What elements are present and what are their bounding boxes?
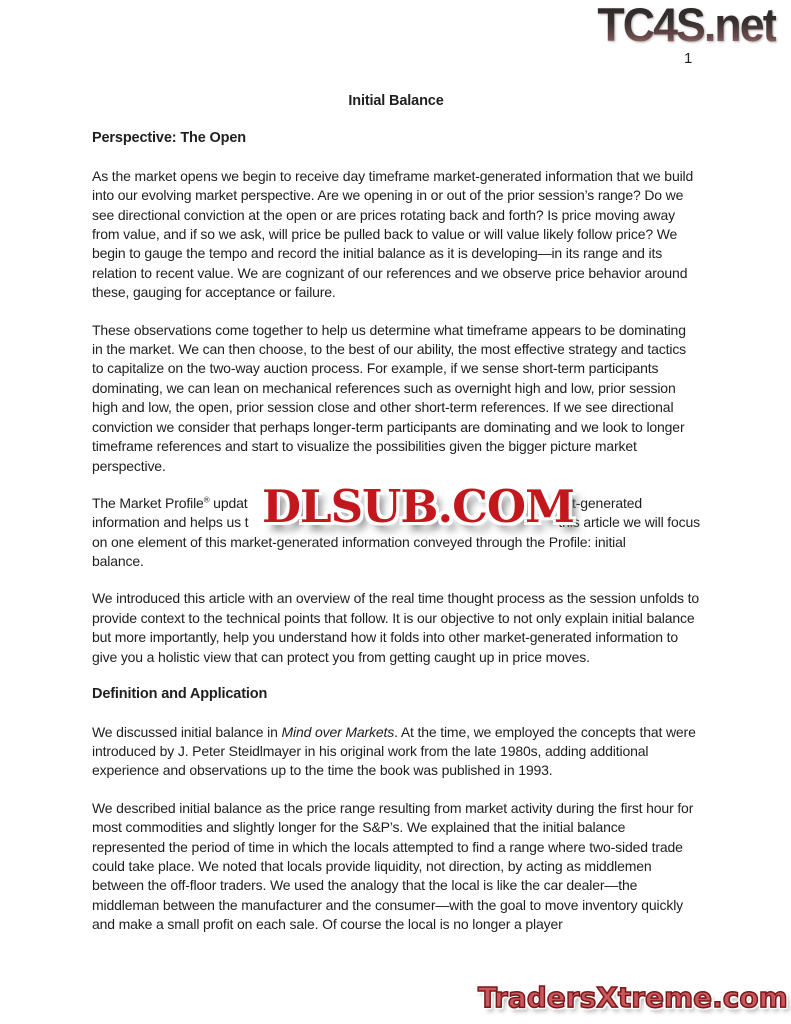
section-heading-definition: Definition and Application	[92, 686, 268, 703]
paragraph-initial-balance-definition: We described initial balance as the price range resulting from market activity during the first hour for most commodities and slightly longer for the S&P’s. We explained that the initial balance represented the period of time in which the locals attempted to find a range where two-sided trade could take place. We noted that locals provide liquidity, not direction, by acting as middlemen between the off-floor traders. We used the analogy that the local is like the car dealer—the middleman between the manufacturer and the consumer—with the goal to move inventory quickly and make a small profit on each sale. Of course the local is no longer a player	[92, 799, 694, 933]
tradersxtreme-watermark: TradersXtreme.com	[478, 981, 788, 1014]
document-title: Initial Balance	[348, 93, 444, 109]
para5-text-post: . At the time, we employed the concepts that were introduced by J. Peter Steidlmayer in his original work from the late 1980s, adding additional experience and observations up to the time the book was published in 1993.	[92, 723, 696, 779]
line2-left-fragment: information and helps us t	[92, 514, 249, 531]
section-heading-perspective: Perspective: The Open	[92, 130, 246, 147]
paragraph-mind-over-markets	[92, 723, 700, 781]
registered-trademark-symbol: ®	[203, 495, 210, 505]
line-3: on one element of this market-generated information conveyed through the Profile: initial	[92, 533, 626, 550]
tc4s-logo: TC4S.net	[597, 0, 776, 51]
line1-left-fragment: The Market Profile	[92, 494, 204, 511]
dlsub-watermark: DLSUB.COM	[262, 479, 574, 533]
line1-right-fragment: rket-generated	[553, 494, 642, 511]
line2-right-fragment: this article we will focus	[558, 514, 700, 531]
book-title-italic: Mind over Markets	[281, 723, 395, 740]
paragraph-article-overview: We introduced this article with an overview of the real time thought process as the session unfolds to provide context to the technical points that follow. It is our objective to not only explain initial balance but more importantly, help you understand how it folds into other market-generated information to give you a holistic view that can protect you from getting caught up in price moves.	[92, 590, 699, 665]
line-4: balance.	[92, 553, 144, 570]
line1-left-fragment-2: updat	[209, 494, 248, 511]
para5-text-pre: We discussed initial balance in	[92, 723, 282, 740]
page-number: 1	[684, 50, 693, 67]
document-content	[92, 92, 700, 953]
paragraph-observations: These observations come together to help us determine what timeframe appears to be dominating in the market. We can then choose, to the best of our ability, the most effective strategy and tactics to capitalize on the two-way auction process. For example, if we sense short-term participants dominating, we can lean on mechanical references such as overnight high and low, prior session high and low, the open, prior session close and other short-term references. If we see directional conviction we consider that perhaps longer-term participants are dominating and we look to longer timeframe references and start to visualize the possibilities given the bigger picture market perspective.	[92, 321, 687, 474]
paragraph-market-profile	[92, 479, 700, 572]
paragraph-market-open: As the market opens we begin to receive day timeframe market-generated information that we build into our evolving market perspective. Are we opening in or out of the prior session’s range? Do we see directional conviction at the open or are prices rotating back and forth? Is price moving away from value, and if so we ask, will price be pulled back to value or will value likely follow price? We begin to gauge the tempo and record the initial balance as it is developing—in its range and its relation to recent value. We are cognizant of our references and we observe price behavior around these, gauging for acceptance or failure.	[92, 167, 694, 301]
